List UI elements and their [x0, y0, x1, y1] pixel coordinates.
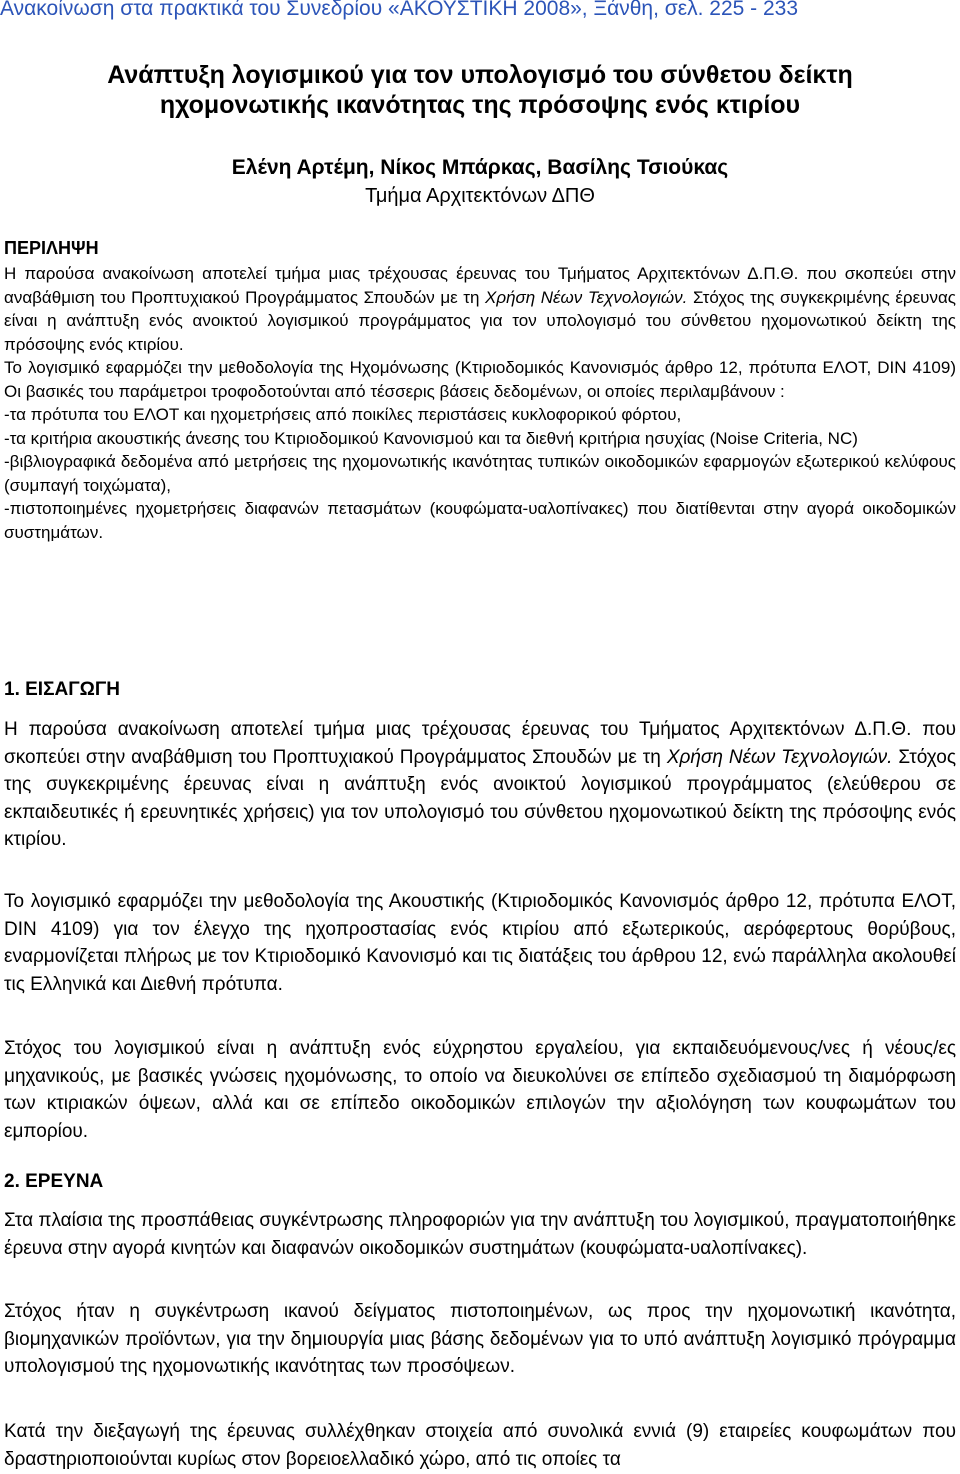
- section-2-paragraph-3: [4, 1418, 956, 1473]
- section-2-text: Κατά την διεξαγωγή της έρευνας συλλέχθηκαν στοιχεία από συνολικά εννιά (9) εταιρείες κουφωμάτων που δραστηριοποιούνται κυρίως στον βορειοελλαδικό χώρο, από τις οποίες τα: [4, 1421, 956, 1470]
- authors: Ελένη Αρτέμη, Νίκος Μπάρκας, Βασίλης Τσιούκας: [231, 156, 729, 179]
- section-1-paragraph-2: [4, 888, 956, 998]
- affiliation: Τμήμα Αρχιτεκτόνων ΔΠΘ: [365, 185, 595, 207]
- abstract-heading: ΠΕΡΙΛΗΨΗ: [4, 238, 99, 258]
- paper-title: [0, 60, 960, 120]
- section-1-text: Στόχος της συγκεκριμένης έρευνας είναι η ανάπτυξη ενός ανοικτού λογισμικού προγράμματος (ελεύθερου σε εκπαιδευτικές ή ερευνητικές χρήσεις) για τον υπολογισμό του σύνθετου ηχομονωτικού δείκτη της πρόσοψης ενός κτιρίου.: [4, 746, 956, 851]
- abstract-bullet: -πιστοποιημένες ηχομετρήσεις διαφανών πετασμάτων (κουφώματα-υαλοπίνακες) που διατίθενται στην αγορά οικοδομικών συστημάτων.: [4, 499, 956, 542]
- section-2-heading: 2. ΕΡΕΥΝΑ: [4, 1171, 104, 1192]
- title-line-1: Ανάπτυξη λογισμικού για τον υπολογισμό του σύνθετου δείκτη: [107, 61, 853, 89]
- section-1-heading: 1. ΕΙΣΑΓΩΓΗ: [4, 679, 120, 700]
- section-1-paragraph-1: [4, 716, 956, 854]
- section-2-paragraph-2: [4, 1298, 956, 1381]
- abstract-text: Στόχος της συγκεκριμένης έρευνας είναι η ανάπτυξη ενός ανοικτού λογισμικού προγράμματος για τον υπολογισμό του σύνθετου ηχομονωτικού δείκτη της πρόσοψης ενός κτιρίου.: [4, 287, 956, 354]
- section-1-text: Το λογισμικό εφαρμόζει την μεθοδολογία της Ακουστικής (Κτιριοδομικός Κανονισμός άρθρο 12, πρότυπα ΕΛΟΤ, DIN 4109) για τον έλεγχο της ηχοπροστασίας ενός κτιρίου από εξωτερικούς, αερόφερτους θορύβους, εναρμονίζεται πλήρως με τον Κτιριοδομικό Κανονισμό και τις διατάξεις του άρθρου 12, ενώ παράλληλα ακολουθεί τις Ελληνικά και Διεθνή πρότυπα.: [4, 891, 956, 995]
- abstract-paragraph-2: Το λογισμικό εφαρμόζει την μεθοδολογία της Ηχομόνωσης (Κτιριοδομικός Κανονισμός άρθρο 12, πρότυπα ΕΛΟΤ, DIN 4109) Οι βασικές του παράμετροι τροφοδοτούνται από τέσσερις βάσεις δεδομένων, οι οποίες περιλαμβάνουν :: [4, 358, 956, 401]
- abstract-emphasis: Χρήση Νέων Τεχνολογιών.: [485, 287, 688, 307]
- section-1-paragraph-3: [4, 1035, 956, 1145]
- abstract-text: Η παρούσα ανακοίνωση αποτελεί τμήμα μιας τρέχουσας έρευνας του Τμήματος Αρχιτεκτόνων Δ.Π.Θ. που σκοπεύει στην αναβάθμιση του Προπτυχιακού Προγράμματος Σπουδών με τη: [4, 264, 956, 307]
- section-2-paragraph-1: [4, 1207, 956, 1262]
- section-1-text: Στόχος του λογισμικού είναι η ανάπτυξη ενός εύχρηστου εργαλείου, για εκπαιδευόμενους/νες ή νέους/ες μηχανικούς, με βασικές γνώσεις ηχομόνωσης, το οποίο να διευκολύνει σε επίπεδο σχεδιασμού τη διαμόρφωση των κτιριακών όψεων, αλλά και σε επίπεδο οικοδομικών επιλογών την αξιολόγηση των κουφωμάτων του εμπορίου.: [4, 1038, 956, 1142]
- section-1-emphasis: Χρήση Νέων Τεχνολογιών.: [666, 746, 893, 768]
- abstract: [4, 262, 956, 544]
- section-2-text: Στόχος ήταν η συγκέντρωση ικανού δείγματος πιστοποιημένων, ως προς την ηχομονωτική ικανότητα, βιομηχανικών προϊόντων, για την δημιουργία μιας βάσης δεδομένων για το υπό ανάπτυξη λογισμικό πρόγραμμα υπολογισμού της ηχομονωτικής ικανότητας των προσόψεων.: [4, 1301, 956, 1378]
- running-header: Ανακοίνωση στα πρακτικά του Συνεδρίου «ΑΚΟΥΣΤΙΚΗ 2008», Ξάνθη, σελ. 225 - 233: [0, 0, 799, 20]
- title-line-2: ηχομονωτικής ικανότητας της πρόσοψης ενός κτιρίου: [159, 91, 801, 119]
- abstract-paragraph-1: [4, 262, 956, 356]
- abstract-bullet: -βιβλιογραφικά δεδομένα από μετρήσεις της ηχομονωτικής ικανότητας τυπικών οικοδομικών εφαρμογών εξωτερικού κελύφους (συμπαγή τοιχώματα),: [4, 452, 956, 495]
- section-2-text: Στα πλαίσια της προσπάθειας συγκέντρωσης πληροφοριών για την ανάπτυξη του λογισμικού, πραγματοποιήθηκε έρευνα στην αγορά κινητών και διαφανών οικοδομικών συστημάτων (κουφώματα-υαλοπίνακες).: [4, 1210, 956, 1259]
- abstract-bullet: -τα πρότυπα του ΕΛΟΤ και ηχομετρήσεις από ποικίλες περιστάσεις κυκλοφορικού φόρτου,: [4, 405, 682, 424]
- abstract-bullet: -τα κριτήρια ακουστικής άνεσης του Κτιριοδομικού Κανονισμού και τα διεθνή κριτήρια ησυχίας (Noise Criteria, NC): [4, 428, 858, 448]
- section-1-text: Η παρούσα ανακοίνωση αποτελεί τμήμα μιας τρέχουσας έρευνας του Τμήματος Αρχιτεκτόνων Δ.Π.Θ. που σκοπεύει στην αναβάθμιση του Προπτυχιακού Προγράμματος Σπουδών με τη: [4, 719, 956, 768]
